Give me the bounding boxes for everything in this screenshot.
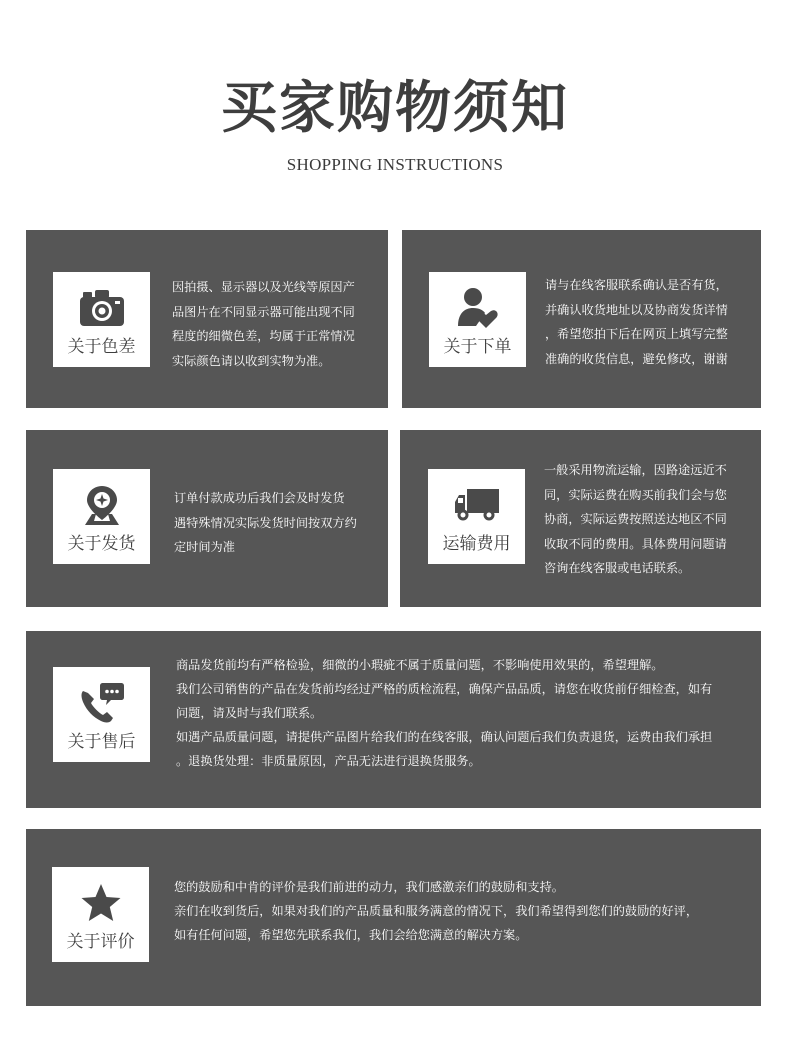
truck-icon — [428, 483, 525, 527]
page-subtitle: SHOPPING INSTRUCTIONS — [286, 155, 504, 174]
user-heart-icon — [429, 286, 526, 330]
section-text-ordering: 请与在线客服联系确认是否有货， 并确认收货地址以及协商发货详情 ，希望您拍下后在网页上填写完整 准确的收货信息，避免修改，谢谢 — [545, 278, 728, 366]
badge-reviews — [52, 867, 149, 962]
badge-ordering — [429, 272, 526, 367]
phone-chat-icon — [53, 681, 150, 725]
badge-label: 关于发货 — [67, 534, 136, 554]
badge-label: 运输费用 — [442, 534, 511, 554]
badge-after-sales — [53, 667, 150, 762]
camera-icon — [53, 286, 150, 330]
badge-label: 关于下单 — [443, 337, 512, 357]
badge-freight — [428, 469, 525, 564]
badge-label: 关于售后 — [67, 732, 136, 752]
section-text-after-sales: 商品发货前均有严格检验，细微的小瑕疵不属于质量问题，不影响使用效果的，希望理解。 我们公司销售的产品在发货前均经过严格的质检流程，确保产品品质，请您在收货前仔细检查，如有 问题，请及时与我们联系。 如遇产品质量问题，请提供产品图片给我们的在线客服，确认问题后我们负责退货，运费由我们承担 。退换货处理：非质量原因，产品无法进行退换货服务。 — [176, 658, 713, 768]
section-text-color-difference: 因拍摄、显示器以及光线等原因产 品图片在不同显示器可能出现不同 程度的细微色差，均属于正常情况 实际颜色请以收到实物为准。 — [172, 280, 355, 368]
badge-shipping — [53, 469, 150, 564]
section-text-reviews: 您的鼓励和中肯的评价是我们前进的动力，我们感激亲们的鼓励和支持。 亲们在收到货后，如果对我们的产品质量和服务满意的情况下，我们希望得到您们的鼓励的好评， 如有任何问题，希望您先联系我们，我们会给您满意的解决方案。 — [174, 880, 699, 942]
page-title: 买家购物须知 — [221, 76, 569, 141]
section-text-freight: 一般采用物流运输，因路途远近不 同，实际运费在购买前我们会与您 协商，实际运费按照送达地区不同 收取不同的费用。具体费用问题请 咨询在线客服或电话联系。 — [544, 463, 727, 575]
location-pin-icon — [53, 483, 150, 527]
badge-label: 关于评价 — [66, 932, 135, 952]
badge-color-difference — [53, 272, 150, 367]
badge-label: 关于色差 — [67, 337, 136, 357]
star-icon — [52, 881, 149, 925]
section-text-shipping: 订单付款成功后我们会及时发货 遇特殊情况实际发货时间按双方约 定时间为准 — [174, 491, 357, 554]
